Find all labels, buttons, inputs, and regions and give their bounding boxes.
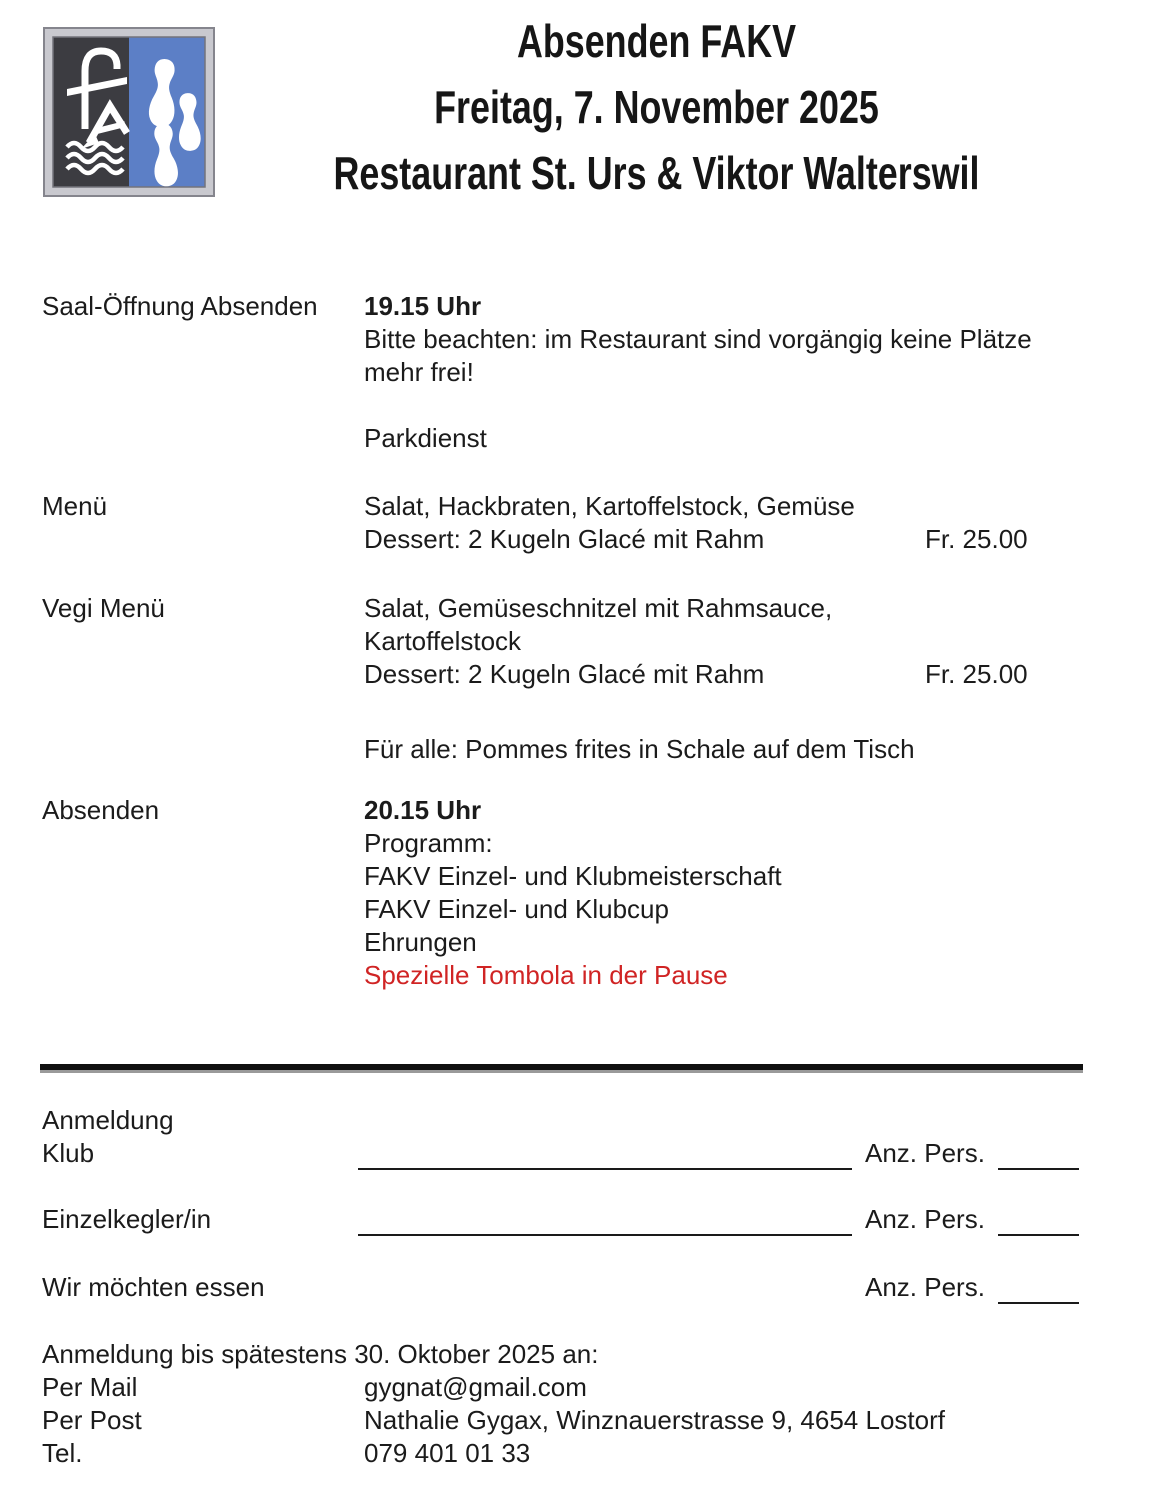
registration-row-klub — [42, 1137, 1083, 1170]
menu-label: Menü — [42, 491, 108, 521]
klub-label: Klub — [42, 1138, 95, 1168]
essen-count-fill-line — [998, 1271, 1079, 1304]
club-logo — [43, 27, 215, 197]
vegi-menu-line2: Kartoffelstock — [364, 626, 522, 656]
menu-price: Fr. 25.00 — [925, 524, 1028, 554]
tel-value: 079 401 01 33 — [364, 1438, 531, 1468]
deadline-line: Anmeldung bis spätestens 30. Oktober 2025 an: — [42, 1339, 599, 1369]
hall-opening-label: Saal-Öffnung Absenden — [42, 291, 318, 321]
registration-heading: Anmeldung — [42, 1105, 174, 1135]
klub-count-label: Anz. Pers. — [865, 1138, 985, 1168]
essen-label: Wir möchten essen — [42, 1272, 265, 1302]
park-service-note: Parkdienst — [364, 423, 487, 453]
document-header — [216, 8, 1097, 206]
vegi-menu-label: Vegi Menü — [42, 593, 165, 623]
mail-value: gygnat@gmail.com — [364, 1372, 587, 1402]
mail-label: Per Mail — [42, 1372, 138, 1402]
hall-opening-note-line2: mehr frei! — [364, 357, 474, 387]
section-for-all — [42, 733, 1083, 766]
tel-label: Tel. — [42, 1438, 83, 1468]
post-value: Nathalie Gygax, Winznauerstrasse 9, 4654 Lostorf — [364, 1405, 945, 1435]
event-date: Freitag, 7. November 2025 — [434, 81, 879, 133]
absenden-time: 20.15 Uhr — [364, 795, 482, 825]
for-all-note: Für alle: Pommes frites in Schale auf dem Tisch — [364, 734, 915, 764]
einzelkegler-label: Einzelkegler/in — [42, 1204, 212, 1234]
vegi-menu-dessert: Dessert: 2 Kugeln Glacé mit Rahm — [364, 659, 765, 689]
section-menu — [42, 490, 1083, 556]
program-item: FAKV Einzel- und Klubcup — [364, 894, 669, 924]
einzelkegler-count-label: Anz. Pers. — [865, 1204, 985, 1234]
hall-opening-time: 19.15 Uhr — [364, 291, 482, 321]
vegi-menu-price: Fr. 25.00 — [925, 659, 1028, 689]
menu-dessert: Dessert: 2 Kugeln Glacé mit Rahm — [364, 524, 765, 554]
klub-count-fill-line — [998, 1137, 1079, 1170]
essen-count-label: Anz. Pers. — [865, 1272, 985, 1302]
program-item: FAKV Einzel- und Klubmeisterschaft — [364, 861, 782, 891]
program-item: Ehrungen — [364, 927, 477, 957]
klub-fill-line — [358, 1137, 852, 1170]
vegi-menu-line1: Salat, Gemüseschnitzel mit Rahmsauce, — [364, 593, 833, 623]
contact-row-post — [42, 1404, 1083, 1437]
menu-line1: Salat, Hackbraten, Kartoffelstock, Gemüse — [364, 491, 855, 521]
post-label: Per Post — [42, 1405, 142, 1435]
hall-opening-note-line1: Bitte beachten: im Restaurant sind vorgängig keine Plätze — [364, 324, 1032, 354]
registration-heading-row — [42, 1104, 1083, 1137]
einzelkegler-fill-line — [358, 1203, 852, 1236]
event-title: Absenden FAKV — [516, 15, 797, 67]
program-heading: Programm: — [364, 828, 493, 858]
event-venue: Restaurant St. Urs & Viktor Walterswil — [333, 147, 980, 199]
section-absenden — [42, 794, 1083, 992]
tombola-highlight: Spezielle Tombola in der Pause — [364, 960, 728, 990]
registration-row-einzelkegler — [42, 1203, 1083, 1236]
registration-row-essen — [42, 1271, 1083, 1304]
einzelkegler-count-fill-line — [998, 1203, 1079, 1236]
club-logo-graphic — [43, 27, 215, 197]
contact-row-tel — [42, 1437, 1083, 1470]
absenden-label: Absenden — [42, 795, 160, 825]
section-divider — [40, 1064, 1083, 1070]
section-vegi-menu — [42, 592, 1083, 691]
blank-line — [364, 389, 1083, 422]
contact-row-mail — [42, 1371, 1083, 1404]
section-hall-opening — [42, 290, 1083, 455]
